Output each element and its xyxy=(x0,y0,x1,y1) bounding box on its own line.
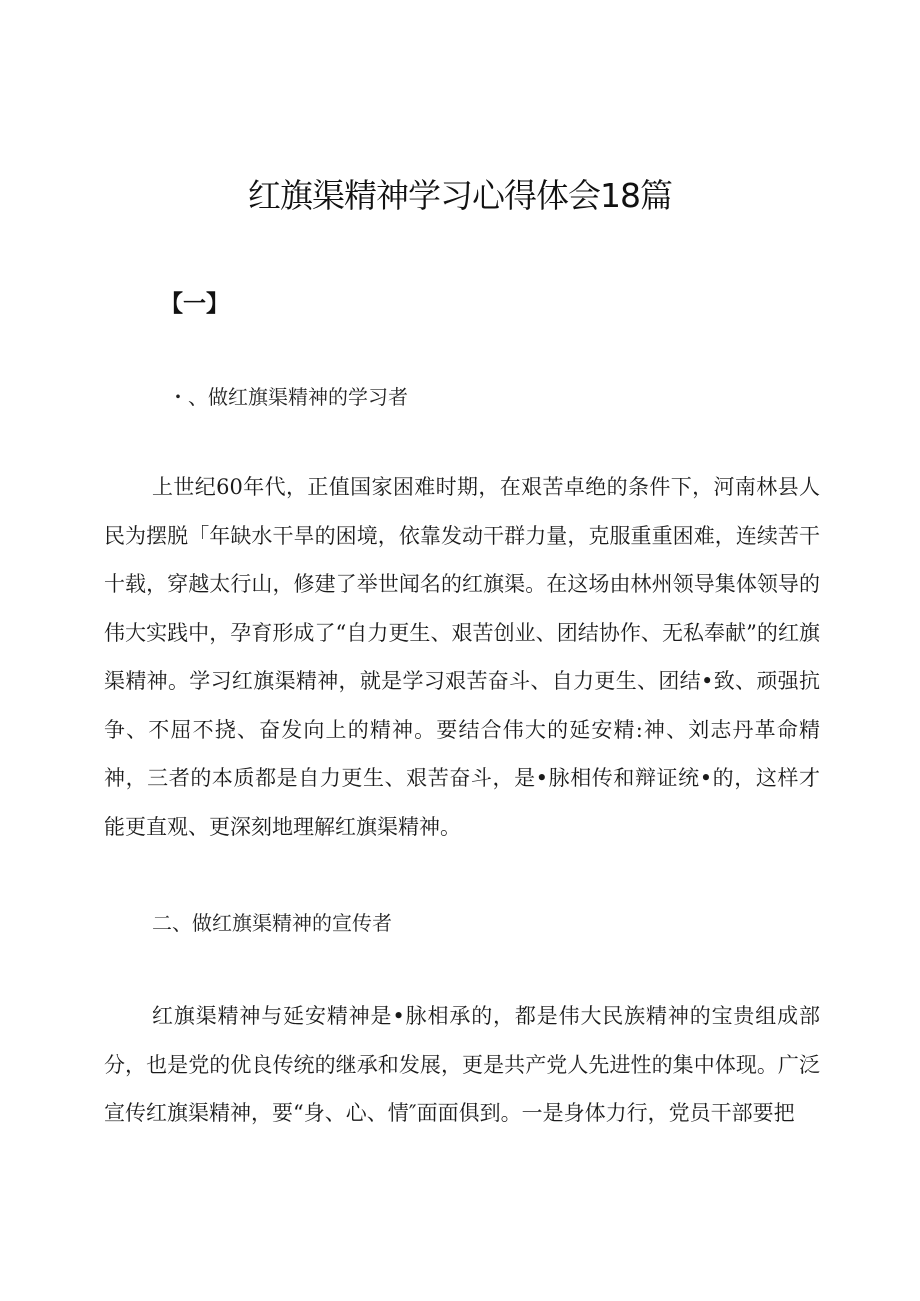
section-heading-1: ・、做红旗渠精神的学习者 xyxy=(168,385,408,409)
section-heading-2: 二、做红旗渠精神的宣传者 xyxy=(152,911,392,935)
paragraph-2: 红旗渠精神与延安精神是•脉相承的，都是伟大民族精神的宝贵组成部分，也是党的优良传统的继承和发展，更是共产党人先进性的集中体现。广泛宣传红旗渠精神，要“身、心、情″面面俱到。一是身体力行，党员干部要把 xyxy=(104,1004,820,1125)
document-title: 红旗渠精神学习心得体会18篇 xyxy=(248,176,672,215)
section-marker: 【一】 xyxy=(160,291,229,317)
paragraph-1: 上世纪60年代，正值国家困难时期，在艰苦卓绝的条件下，河南林县人民为摆脱「年缺水干旱的困境，依靠发动干群力量，克服重重困难，连续苦干十载，穿越太行山，修建了举世闻名的红旗渠。在这场由林州领导集体领导的伟大实践中，孕育形成了“自力更生、艰苦创业、团结协作、无私奉献”的红旗渠精神。学习红旗渠精神，就是学习艰苦奋斗、自力更生、团结•致、顽强抗争、不屈不挠、奋发向上的精神。要结合伟大的延安精:神、刘志丹革命精神，三者的本质都是自力更生、艰苦奋斗，是•脉相传和辩证统•的，这样才能更直观、更深刻地理解红旗渠精神。 xyxy=(104,475,820,839)
